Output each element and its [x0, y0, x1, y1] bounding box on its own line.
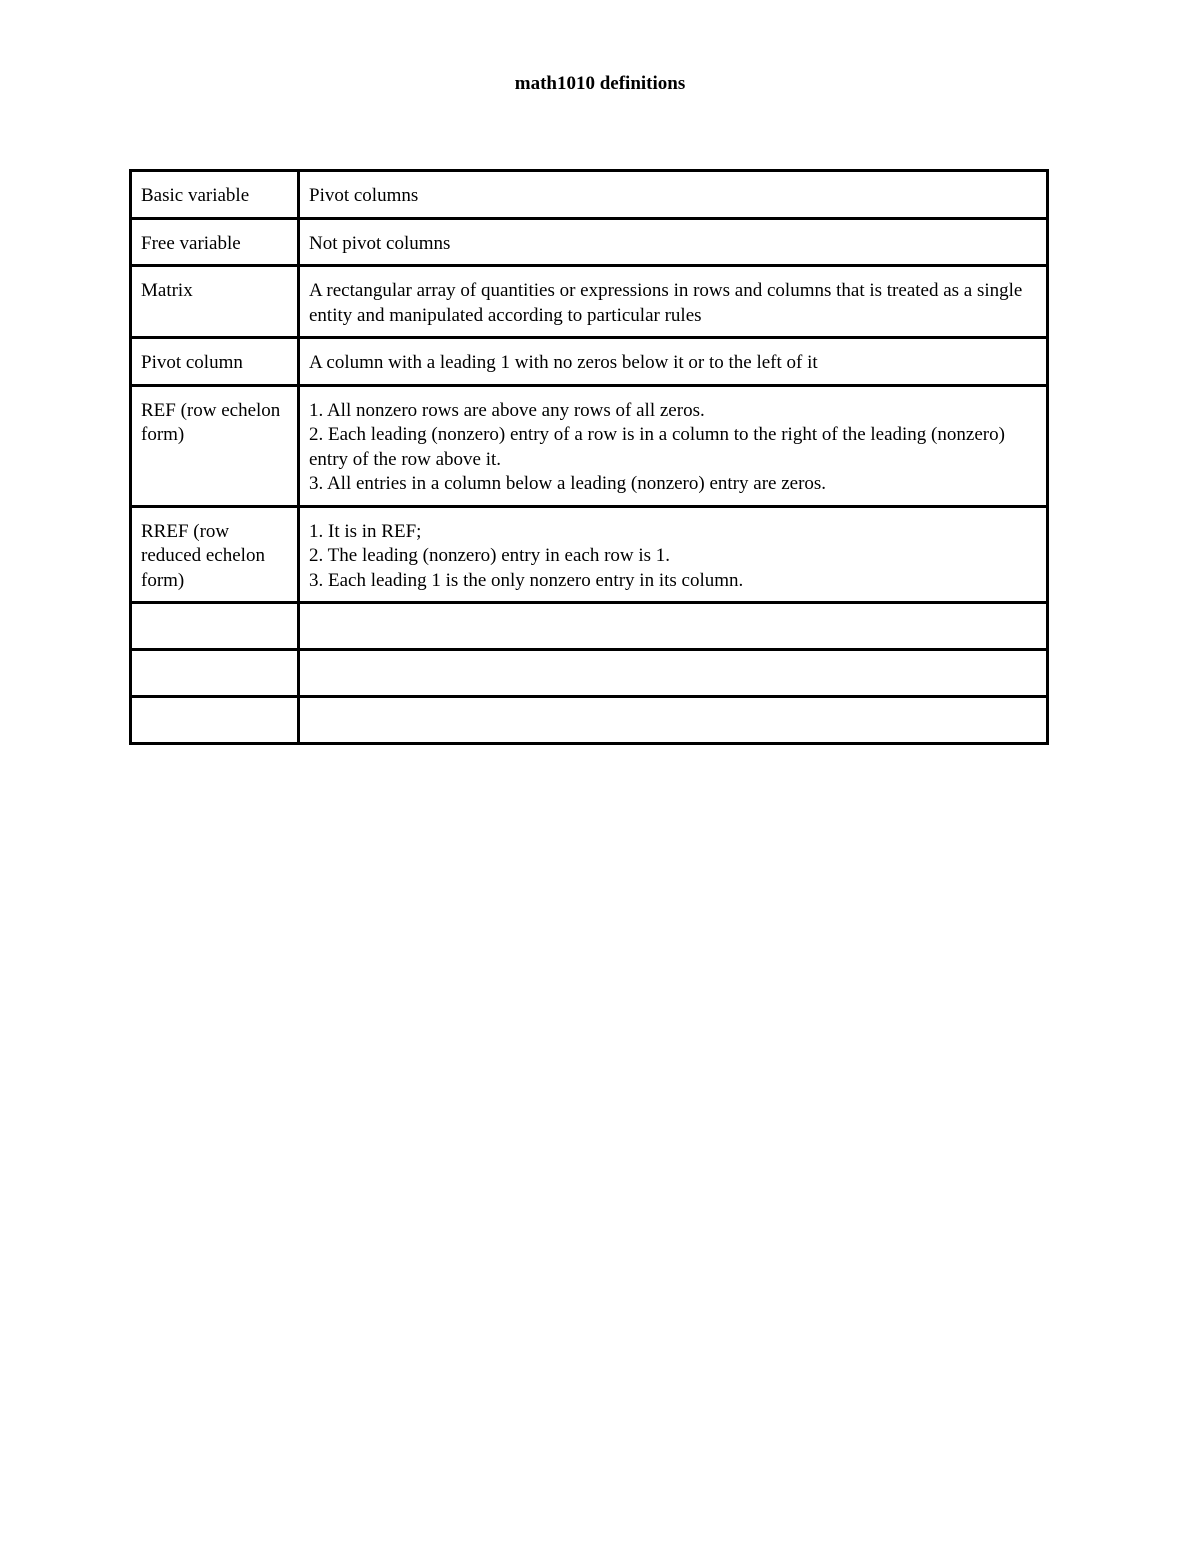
- table-row-empty: [131, 697, 1048, 744]
- term-cell: RREF (row reduced echelon form): [131, 506, 299, 603]
- definition-line: Pivot columns: [309, 185, 419, 206]
- table-row-empty: [131, 650, 1048, 697]
- term-cell: REF (row echelon form): [131, 385, 299, 506]
- definition-cell: [299, 171, 1048, 219]
- definition-cell: [299, 385, 1048, 506]
- definition-cell: [299, 218, 1048, 266]
- term-cell: [131, 697, 299, 744]
- definition-line: Not pivot columns: [309, 232, 451, 254]
- table-row: [131, 506, 1048, 603]
- definition-cell: [299, 650, 1048, 697]
- definition-cell: [299, 603, 1048, 650]
- term-cell: [131, 603, 299, 650]
- term-cell: Free variable: [131, 218, 299, 266]
- table-row: [131, 218, 1048, 266]
- table-row: [131, 171, 1048, 219]
- table-row: [131, 338, 1048, 386]
- table-row: [131, 385, 1048, 506]
- definition-cell: [299, 506, 1048, 603]
- definition-line: A rectangular array of quantities or expressions in rows and columns that is treated as a single entity and manipulated according to particular rules: [309, 280, 1023, 326]
- definition-line: 3. Each leading 1 is the only nonzero entry in its column.: [309, 569, 744, 591]
- page-title: math1010 definitions: [514, 73, 686, 94]
- definition-line: 2. Each leading (nonzero) entry of a row is in a column to the right of the leading (nonzero) entry of the row above it.: [309, 424, 1005, 470]
- definition-line: 1. It is in REF;: [309, 520, 422, 542]
- definition-line: 1. All nonzero rows are above any rows of all zeros.: [309, 399, 705, 421]
- definition-cell: [299, 338, 1048, 386]
- definition-cell: [299, 697, 1048, 744]
- term-cell: Basic variable: [131, 171, 299, 219]
- term-cell: Pivot column: [131, 338, 299, 386]
- term-cell: [131, 650, 299, 697]
- definition-line: 2. The leading (nonzero) entry in each row is 1.: [309, 545, 671, 566]
- definition-line: A column with a leading 1 with no zeros below it or to the left of it: [309, 352, 818, 373]
- term-cell: Matrix: [131, 266, 299, 338]
- table-row: [131, 266, 1048, 338]
- definitions-table: [129, 169, 1049, 745]
- table-row-empty: [131, 603, 1048, 650]
- definition-cell: [299, 266, 1048, 338]
- definition-line: 3. All entries in a column below a leading (nonzero) entry are zeros.: [309, 473, 827, 494]
